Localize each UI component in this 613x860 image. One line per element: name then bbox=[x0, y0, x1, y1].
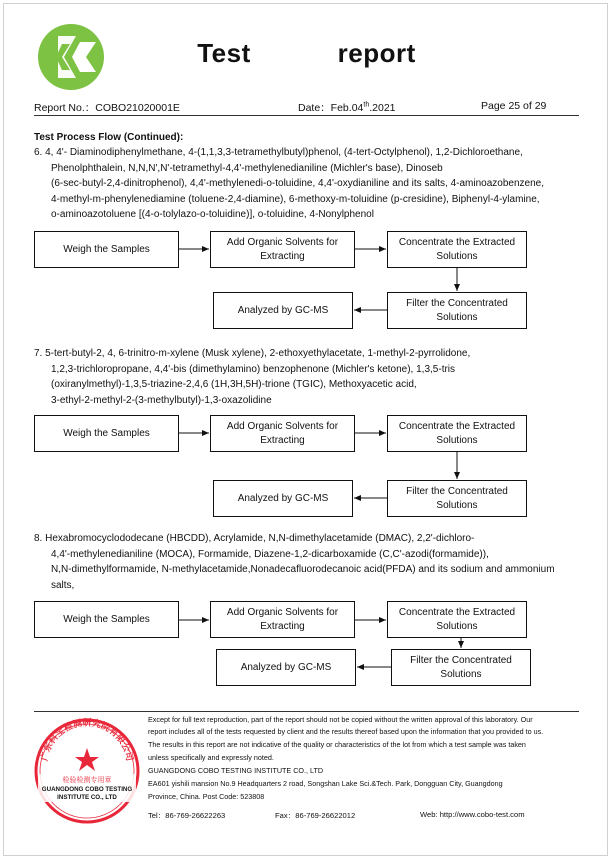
svg-text:GUANGDONG COBO TESTING: GUANGDONG COBO TESTING bbox=[41, 786, 133, 793]
report-number: Report No.：COBO21020001E bbox=[34, 102, 180, 114]
flow8-add-box: Add Organic Solvents for Extracting bbox=[210, 601, 355, 638]
flow6-concentrate-box: Concentrate the Extracted Solutions bbox=[387, 231, 527, 268]
flow7-weigh-box: Weigh the Samples bbox=[34, 415, 179, 452]
flow7-filter-box: Filter the Concentrated Solutions bbox=[387, 480, 527, 517]
flow7-add-box: Add Organic Solvents for Extracting bbox=[210, 415, 355, 452]
report-date: Date：Feb.04th.2021 bbox=[298, 101, 396, 114]
page-number: Page 25 of 29 bbox=[481, 100, 547, 112]
flow6-add-box: Add Organic Solvents for Extracting bbox=[210, 231, 355, 268]
flow8-filter-box: Filter the Concentrated Solutions bbox=[391, 649, 531, 686]
flow7-concentrate-box: Concentrate the Extracted Solutions bbox=[387, 415, 527, 452]
flow6-analyze-box: Analyzed by GC-MS bbox=[213, 292, 353, 329]
footer-company: GUANGDONG COBO TESTING INSTITUTE CO., LTD bbox=[148, 766, 324, 775]
flow8-analyze-box: Analyzed by GC-MS bbox=[216, 649, 356, 686]
section-6-text: 6. 4, 4'- Diaminodiphenylmethane, 4-(1,1,3,3-tetramethylbutyl)phenol, (4-tert-Octylphenol), 1,2-Dichloroethane, Phenolphthalein, N,N,N',N'-tetramethyl-4,4'-methylenedianiline (Michler's base), Dinoseb (6-sec-butyl-2,4-dinitrophenol), 4,4'-methylenedi-o-toluidine, 4,4'-oxydianiline and its salts, 4-aminoazobenzene, 4-methyl-m-phenylenediamine (toluene-2,4-diamine), 6-methoxy-m-toluidine (p-cresidine), Biphenyl-4-ylamine, o-aminoazotoluene [(4-o-tolylazo-o-toluidine)], o-toluidine, 4-Nonylphenol bbox=[34, 147, 544, 220]
footer-disclaimer: Except for full text reproduction, part of the report should not be copied without the written approval of this laboratory. Our report includes all of the tests requested by client and the results thereof based upon the information that you provided to us. The results in this report are not indicative of the quality or characteristics of the lot from which a test sample was taken unless specifically and expressly noted. GUANGDONG COBO TESTING INSTITUTE CO., LTD EA601 yishili mansion No.9 Headquarters 2 road, Songshan Lake Sci.&Tech. Park, Dongguan City, Guangdong Province, China. Post Code: 523808 bbox=[148, 715, 588, 805]
svg-text:INSTITUTE CO., LTD: INSTITUTE CO., LTD bbox=[57, 794, 117, 801]
header-divider bbox=[34, 115, 579, 116]
section-title: Test Process Flow (Continued): bbox=[34, 132, 184, 143]
flow7-analyze-box: Analyzed by GC-MS bbox=[213, 480, 353, 517]
company-seal bbox=[32, 716, 142, 826]
page-title: Test report bbox=[197, 38, 416, 68]
flow8-weigh-box: Weigh the Samples bbox=[34, 601, 179, 638]
footer-tel: Tel：86-769-26622263 bbox=[148, 811, 226, 820]
footer-address: EA601 yishili mansion No.9 Headquarters 2 road, Songshan Lake Sci.&Tech. Park, Dongguan City, Guangdong bbox=[148, 779, 503, 788]
section-7-text: 7. 5-tert-butyl-2, 4, 6-trinitro-m-xylene (Musk xylene), 2-ethoxyethylacetate, 1-methyl-2-pyrrolidone, 1,2,3-trichloropropane, 4,4'-bis (dimethylamino) benzophenone (Michler's ketone), 1,3,5-tris (oxiranylmethyl)-1,3,5-triazine-2,4,6 (1H,3H,5H)-trione (TGIC), Methoxyacetic acid, 3-ethyl-2-methyl-2-(3-methylbutyl)-1,3-oxazolidine bbox=[34, 348, 471, 406]
footer-fax: Fax：86-769-26622012 bbox=[275, 811, 356, 820]
flow6-weigh-box: Weigh the Samples bbox=[34, 231, 179, 268]
svg-text:检验检测专用章: 检验检测专用章 bbox=[62, 776, 112, 784]
svg-text:广东科宝检测研究院有限公司: 广东科宝检测研究院有限公司 bbox=[40, 718, 134, 763]
section-8-text: 8. Hexabromocyclododecane (HBCDD), Acrylamide, N,N-dimethylacetamide (DMAC), 2,2'-dichloro- 4,4'-methylenedianiline (MOCA), Formamide, Diazene-1,2-dicarboxamide (C,C'-azodi(formamide)), N,N-dimethylformamide, N-methylacetamide,Nonadecafluorodecanoic acid(PFDA) and its sodium and ammonium salts, bbox=[34, 533, 555, 591]
footer-web[interactable]: Web: http://www.cobo-test.com bbox=[420, 810, 525, 819]
flow8-concentrate-box: Concentrate the Extracted Solutions bbox=[387, 601, 527, 638]
flow6-filter-box: Filter the Concentrated Solutions bbox=[387, 292, 527, 329]
footer-divider bbox=[34, 711, 579, 712]
